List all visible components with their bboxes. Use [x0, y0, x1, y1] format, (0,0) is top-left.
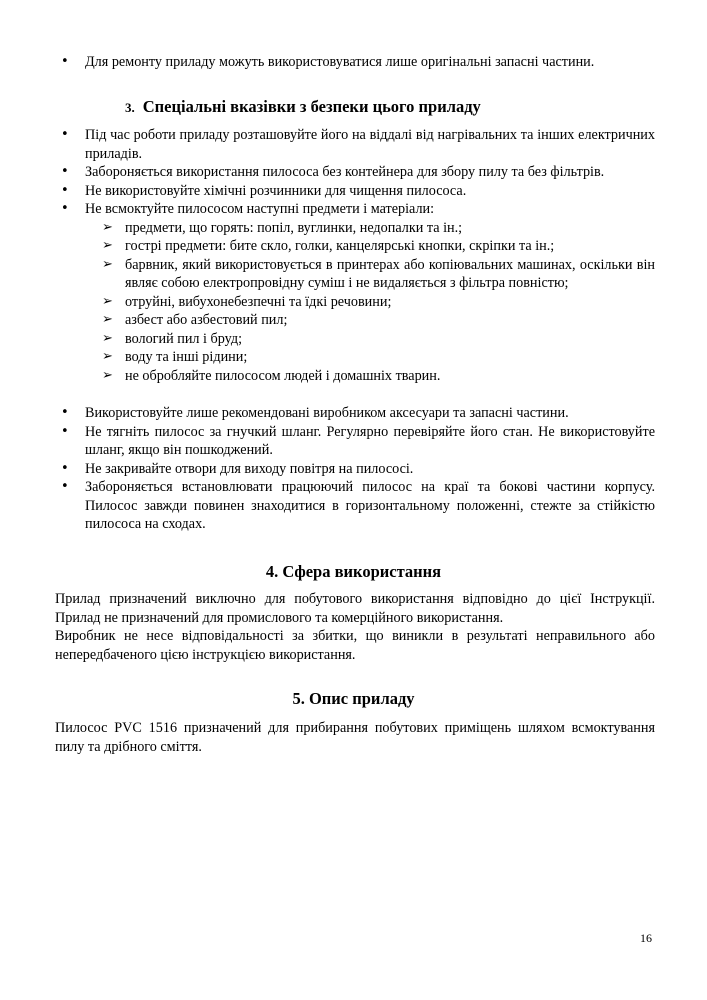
list-item-text: Для ремонту приладу можуть використовуватися лише оригінальні запасні частини. — [85, 54, 595, 70]
list-item — [55, 460, 655, 479]
section5-paragraph: Пилосос PVC 1516 призначений для прибирання побутових приміщень шляхом всмоктування пилу та дрібного сміття. — [55, 720, 655, 755]
sub-list-item — [55, 330, 655, 349]
list-item-text: Не тягніть пилосос за гнучкий шланг. Регулярно перевіряйте його стан. Не використовуйте шланг, якщо він пошкоджений. — [85, 423, 655, 458]
list-item — [55, 478, 655, 534]
section3-title: Спеціальні вказівки з безпеки цього приладу — [142, 97, 481, 116]
section5-body — [55, 719, 655, 756]
sub-list-item — [55, 219, 655, 238]
list-item — [55, 53, 655, 72]
arrow-bullet-icon: ➢ — [102, 238, 113, 253]
sub-item-text: не обробляйте пилососом людей і домашніх тварин. — [125, 367, 441, 384]
list-item-text: Забороняється встановлювати працюючий пилосос на краї та бокові частини корпусу. Пилосос завжди повинен знаходитися в горизонтальному положенні, стежте за стійкістю пилососа на сходах. — [85, 479, 655, 532]
sub-list-item — [55, 348, 655, 367]
sub-list-item — [55, 367, 655, 386]
section3-bullets-a — [55, 126, 655, 385]
sub-item-text: предмети, що горять: попіл, вуглинки, недопалки та ін.; — [125, 219, 463, 236]
list-item-text: Забороняється використання пилососа без контейнера для збору пилу та без фільтрів. — [85, 164, 605, 180]
sub-item-list — [55, 219, 655, 386]
bullet-list-a — [55, 126, 655, 219]
list-item-text: Не всмоктуйте пилососом наступні предмети і матеріали: — [85, 201, 435, 217]
top-bullet-list — [55, 53, 655, 72]
arrow-bullet-icon: ➢ — [102, 256, 113, 272]
arrow-bullet-icon: ➢ — [102, 312, 113, 327]
section4-paragraph: Виробник не несе відповідальності за збитки, що виникли в результаті неправильного або непередбаченого цією інструкцією використання. — [55, 628, 655, 663]
section4-body — [55, 590, 655, 664]
sub-list-item — [55, 237, 655, 256]
arrow-bullet-icon: ➢ — [102, 330, 113, 346]
list-item — [55, 163, 655, 182]
list-item — [55, 404, 655, 423]
list-item-text: Під час роботи приладу розташовуйте його на віддалі від нагрівальних та інших електричних приладів. — [85, 127, 655, 162]
list-item-text: Не закривайте отвори для виходу повітря на пилососі. — [85, 460, 414, 477]
section3-bullets-b — [55, 404, 655, 534]
list-item — [55, 182, 655, 201]
section3-heading — [125, 97, 481, 118]
list-item-text: Використовуйте лише рекомендовані виробником аксесуари та запасні частини. — [85, 405, 569, 421]
section4-heading: 4. Сфера використання — [265, 562, 442, 581]
list-item — [55, 200, 655, 219]
list-item — [55, 126, 655, 163]
list-item — [55, 423, 655, 460]
sub-item-text: вологий пил і бруд; — [125, 330, 243, 347]
arrow-bullet-icon: ➢ — [102, 219, 113, 235]
section5-heading: 5. Опис приладу — [292, 689, 415, 708]
sub-item-text: барвник, який використовується в принтерах або копіювальних машинах, оскільки він являє собою електропровідну суміш і не видаляється з фільтра повністю; — [125, 256, 655, 291]
arrow-bullet-icon: ➢ — [102, 349, 113, 364]
page-number: 16 — [640, 931, 652, 945]
sub-item-text: гострі предмети: бите скло, голки, канцелярські кнопки, скріпки та ін.; — [125, 238, 555, 254]
sub-item-text: воду та інші рідини; — [125, 349, 248, 365]
bullet-list-b — [55, 404, 655, 534]
section4-paragraph: Прилад призначений виключно для побутового використання відповідно до цієї Інструкції. Прилад не призначений для промислового та комерційного використання. — [55, 591, 655, 626]
section3-number: 3. — [125, 100, 135, 115]
arrow-bullet-icon: ➢ — [102, 293, 113, 309]
sub-list-item — [55, 311, 655, 330]
sub-item-text: азбест або азбестовий пил; — [125, 312, 288, 328]
list-item-text: Не використовуйте хімічні розчинники для чищення пилососа. — [85, 182, 467, 199]
arrow-bullet-icon: ➢ — [102, 367, 113, 383]
sub-list-item — [55, 256, 655, 293]
top-bullet-block — [55, 53, 655, 72]
sub-list-item — [55, 293, 655, 312]
sub-item-text: отруйні, вибухонебезпечні та їдкі речовини; — [125, 293, 392, 310]
